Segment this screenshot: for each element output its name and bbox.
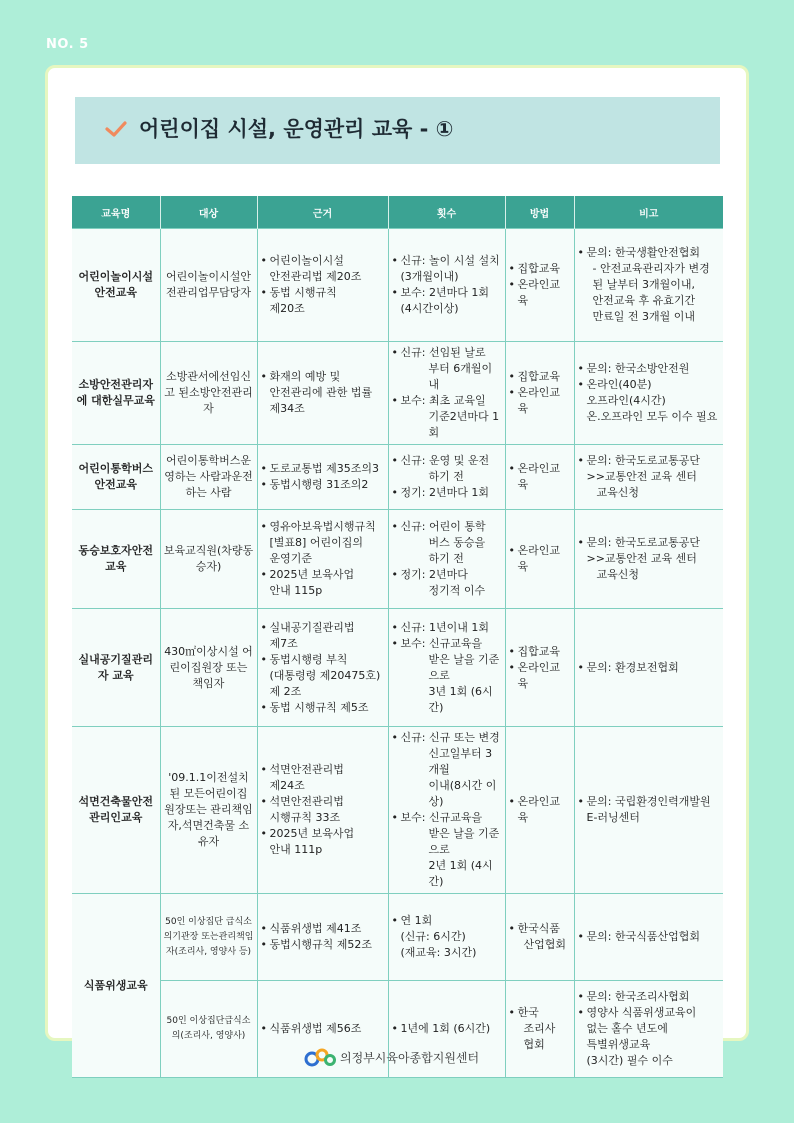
note-line: 만료일 전 3개월 이내 — [592, 310, 695, 323]
education-table — [72, 196, 723, 1078]
target-line: 소방관서에 — [165, 370, 220, 383]
freq-line: • 연 1회 — [400, 914, 433, 927]
method-item — [509, 660, 571, 692]
method-line: • 온라인교육 — [517, 278, 561, 307]
freq-line: • 신규: 신규 또는 변경 — [400, 731, 500, 744]
freq-line: • 1년에 1회 (6시간) — [400, 1022, 491, 1035]
basis-line: 제 2조 — [269, 684, 302, 698]
method-cell — [505, 609, 574, 727]
target-line: 석면건축물 소유자 — [181, 819, 250, 848]
method-line: • 온라인교육 — [517, 660, 561, 690]
note-line: • 문의: 한국도로교통공단 — [586, 536, 700, 549]
freq-line: • 신규: 1년이내 1회 — [400, 620, 489, 634]
note-line: 오프라인(4시간) — [586, 394, 666, 407]
table-row — [72, 727, 723, 894]
note-item — [578, 1005, 721, 1069]
note-line: • 문의: 국립환경인력개발원 — [586, 795, 711, 808]
target-line: 설치된 모든 — [169, 771, 249, 800]
target-line: 놀이시설 — [197, 270, 241, 283]
freq-line: • 보수: 신규교육을 — [400, 811, 483, 824]
freq-item — [392, 453, 502, 485]
note-line: 된 날부터 3개월이내, — [592, 278, 695, 291]
note-cell — [574, 727, 723, 894]
note-cell — [574, 445, 723, 510]
note-line: (3시간) 필수 이수 — [586, 1054, 673, 1067]
method-cell — [505, 342, 574, 445]
basis-line: • 2025년 보육사업 — [269, 568, 355, 581]
note-line: >>교통안전 교육 센터 — [586, 470, 697, 483]
course-name-line: 실내공기질 — [78, 652, 132, 666]
note-item — [578, 660, 721, 676]
note-cell — [574, 229, 723, 342]
target-line: (조리사, 영양사 등) — [174, 946, 252, 957]
freq-line: (4시간이상) — [400, 302, 459, 315]
table-row — [72, 445, 723, 510]
course-name-cell — [72, 894, 160, 1078]
header-cell: 비고 — [574, 196, 723, 229]
course-name-line: 관리자 교육 — [97, 652, 153, 682]
basis-item — [261, 762, 385, 794]
table-row — [72, 894, 723, 981]
basis-line: 안내 111p — [269, 843, 323, 856]
course-name-line: 안전교육 — [94, 478, 137, 491]
note-cell — [574, 609, 723, 727]
header-cell: 방법 — [505, 196, 574, 229]
target-cell — [160, 510, 257, 609]
note-line: • 문의: 한국생활안전협회 — [586, 246, 700, 259]
target-line: 어린이집 원장 — [164, 787, 248, 816]
method-cell — [505, 510, 574, 609]
freq-cell — [388, 727, 505, 894]
method-item — [509, 644, 571, 660]
center-logo-icon — [303, 1046, 337, 1068]
basis-line: • 석면안전관리법 — [269, 763, 344, 776]
basis-item — [261, 567, 385, 599]
freq-line: • 신규: 놀이 시설 설치 — [400, 254, 500, 267]
basis-cell — [257, 727, 388, 894]
target-line: 원장 또는 책임자 — [192, 660, 248, 690]
method-line: 협회 — [523, 1038, 545, 1051]
basis-line: 운영기준 — [269, 552, 313, 565]
basis-line: • 식품위생법 제41조 — [269, 922, 362, 935]
method-line: • 한국 — [517, 1006, 539, 1019]
freq-line: 하기 전 — [428, 470, 464, 483]
basis-line: 안내 115p — [269, 584, 323, 597]
freq-item — [392, 485, 502, 501]
freq-line: 신고일부터 3개월 — [428, 747, 493, 776]
basis-line: • 영유아보육법시행규칙 — [269, 520, 376, 533]
course-name-cell — [72, 342, 160, 445]
method-cell — [505, 727, 574, 894]
basis-item — [261, 461, 385, 477]
basis-item — [261, 369, 385, 417]
course-name-line: 통학버스 — [110, 462, 153, 475]
header-cell: 교육명 — [72, 196, 160, 229]
basis-cell — [257, 894, 388, 981]
freq-item — [392, 285, 502, 317]
note-item — [578, 989, 721, 1005]
course-name-line: 어린이 — [78, 270, 111, 283]
target-line: 기관장 또는 — [172, 931, 219, 942]
note-line: 온.오프라인 모두 이수 필요 — [586, 410, 718, 423]
table-row — [72, 510, 723, 609]
basis-cell — [257, 342, 388, 445]
freq-line: 받은 날을 기준으로 — [428, 652, 500, 682]
basis-line: • 동법시행규칙 제52조 — [269, 938, 373, 951]
course-name-line: 안전관리인 — [89, 795, 153, 824]
note-line: E-러닝센터 — [586, 811, 640, 824]
note-line: 없는 홀수 년도에 — [586, 1022, 668, 1035]
basis-item — [261, 652, 385, 700]
target-line: (조리사, 영양사) — [180, 1031, 246, 1041]
freq-cell — [388, 609, 505, 727]
method-item — [509, 794, 571, 826]
freq-item — [392, 345, 502, 393]
basis-item — [261, 1021, 385, 1037]
method-line: • 집합교육 — [517, 644, 561, 658]
freq-line: • 정기: 2년마다 — [400, 568, 468, 581]
freq-line: (재교육: 3시간) — [400, 946, 477, 959]
freq-item — [392, 253, 502, 285]
table-row — [72, 342, 723, 445]
target-line: 보육교직원 — [163, 544, 217, 557]
basis-cell — [257, 510, 388, 609]
method-item — [509, 369, 571, 385]
course-name-line: 관리자에 대한 — [76, 378, 153, 407]
freq-cell — [388, 510, 505, 609]
target-line: 소방안전관리자 — [188, 386, 253, 415]
target-line: 50인 이상 — [165, 916, 206, 927]
basis-item — [261, 700, 385, 716]
basis-line: • 식품위생법 제56조 — [269, 1022, 362, 1035]
basis-item — [261, 826, 385, 858]
page-number: NO. 5 — [46, 37, 89, 52]
target-cell — [160, 229, 257, 342]
course-name-line: 석면건축물 — [78, 795, 132, 808]
method-cell — [505, 229, 574, 342]
basis-line: [별표8] 어린이집의 — [269, 536, 363, 549]
freq-cell — [388, 229, 505, 342]
note-item — [578, 361, 721, 377]
basis-item — [261, 477, 385, 493]
method-cell — [505, 981, 574, 1078]
note-item — [578, 929, 721, 945]
freq-line: 이내(8시간 이상) — [428, 779, 497, 808]
target-line: 담당자 — [219, 286, 252, 299]
header-cell: 횟수 — [388, 196, 505, 229]
freq-item — [392, 636, 502, 716]
method-line: 산업협회 — [523, 938, 567, 951]
note-item — [578, 377, 721, 425]
target-line: 430㎡이상 — [164, 644, 218, 658]
freq-line: 3년 1회 (6시간) — [428, 684, 493, 714]
basis-line: (대통령령 제20475호) — [269, 668, 381, 682]
target-line: 관리책임자 — [165, 931, 254, 957]
freq-line: 정기적 이수 — [428, 584, 486, 597]
note-item — [578, 535, 721, 583]
basis-item — [261, 794, 385, 826]
basis-line: • 동법시행령 31조의2 — [269, 478, 369, 491]
method-item — [509, 261, 571, 277]
basis-line: • 동법 시행규칙 — [269, 286, 337, 299]
target-line: '09.1.1이전 — [168, 771, 228, 784]
course-name-line: 놀이시설 — [110, 270, 153, 283]
basis-item — [261, 937, 385, 953]
freq-item — [392, 567, 502, 599]
basis-line: • 화재의 예방 및 — [269, 370, 341, 383]
freq-item — [392, 620, 502, 636]
header-cell: 대상 — [160, 196, 257, 229]
course-name-cell — [72, 229, 160, 342]
basis-line: • 동법 시행규칙 제5조 — [269, 700, 369, 714]
note-cell — [574, 981, 723, 1078]
basis-line: 시행규칙 33조 — [269, 811, 341, 824]
target-cell — [160, 727, 257, 894]
basis-cell — [257, 229, 388, 342]
course-name-line: 식품위생교육 — [83, 978, 148, 992]
course-name-cell — [72, 445, 160, 510]
course-name-line: 안전교육 — [105, 544, 153, 573]
target-line: 선임신고 된 — [164, 370, 252, 399]
note-line: 안전교육 후 유효기간 — [592, 294, 696, 307]
method-cell — [505, 894, 574, 981]
basis-line: 제24조 — [269, 779, 305, 792]
basis-line: • 어린이놀이시설 — [269, 254, 344, 267]
method-line: • 한국식품 — [517, 922, 561, 935]
freq-line: • 신규: 선임된 날로 — [400, 346, 486, 359]
method-item — [509, 461, 571, 493]
freq-line: 하기 전 — [428, 552, 464, 565]
basis-line: • 동법시행령 부칙 — [269, 652, 348, 666]
note-line: - 안전교육관리자가 변경 — [592, 262, 710, 275]
method-item — [509, 385, 571, 417]
freq-line: (3개월이내) — [400, 270, 459, 283]
freq-item — [392, 810, 502, 890]
course-name-cell — [72, 510, 160, 609]
basis-line: 제34조 — [269, 402, 305, 415]
course-name-line: 동승보호자 — [78, 544, 132, 557]
basis-item — [261, 620, 385, 652]
method-item — [509, 543, 571, 575]
note-line: • 문의: 한국소방안전원 — [586, 362, 690, 375]
freq-cell — [388, 445, 505, 510]
method-item — [509, 277, 571, 309]
note-line: 특별위생교육 — [586, 1038, 651, 1051]
freq-line: 버스 동승을 — [428, 536, 486, 549]
freq-item — [392, 393, 502, 441]
method-line: • 온라인교육 — [517, 462, 561, 491]
note-item — [578, 794, 721, 826]
target-cell — [160, 894, 257, 981]
target-line: 운전하는 사람 — [185, 470, 253, 499]
note-line: • 문의: 환경보전협회 — [586, 660, 679, 674]
target-line: 50인 이상 — [166, 1016, 207, 1026]
note-line: 교육신청 — [596, 568, 640, 581]
method-item — [509, 1005, 571, 1053]
basis-item — [261, 285, 385, 317]
table-row — [72, 229, 723, 342]
freq-line: 부터 6개월이내 — [428, 362, 493, 391]
freq-line: 기준2년마다 1회 — [428, 410, 500, 439]
note-line: • 온라인(40분) — [586, 378, 652, 391]
course-name-line: 실무교육 — [112, 394, 155, 407]
note-item — [578, 453, 721, 501]
note-line: • 영양사 식품위생교육이 — [586, 1006, 697, 1019]
method-line: • 온라인교육 — [517, 386, 561, 415]
note-line: • 문의: 한국식품산업협회 — [586, 930, 700, 943]
note-cell — [574, 342, 723, 445]
check-icon — [104, 119, 128, 139]
basis-line: • 도로교통법 제35조의3 — [269, 462, 379, 475]
basis-cell — [257, 445, 388, 510]
method-line: • 집합교육 — [517, 370, 561, 383]
course-name-line: 안전교육 — [94, 286, 137, 299]
basis-line: • 2025년 보육사업 — [269, 827, 355, 840]
freq-item — [392, 913, 502, 961]
method-line: • 온라인교육 — [517, 544, 561, 573]
title-bar — [75, 97, 720, 164]
table-header-row — [72, 196, 723, 229]
basis-item — [261, 519, 385, 567]
table-row — [72, 609, 723, 727]
basis-cell — [257, 609, 388, 727]
basis-line: 제20조 — [269, 302, 305, 315]
target-line: 집단 급식소의 — [163, 916, 252, 942]
target-line: 시설 어린이집 — [169, 644, 253, 674]
freq-line: • 보수: 신규교육을 — [400, 636, 483, 650]
header-cell: 근거 — [257, 196, 388, 229]
method-line: 조리사 — [523, 1022, 556, 1035]
target-cell — [160, 445, 257, 510]
basis-item — [261, 921, 385, 937]
method-line: • 집합교육 — [517, 262, 561, 275]
target-line: 또는 관리책임자, — [167, 803, 253, 832]
course-name-cell — [72, 727, 160, 894]
freq-item — [392, 519, 502, 567]
note-cell — [574, 894, 723, 981]
freq-cell — [388, 894, 505, 981]
note-line: • 문의: 한국조리사협회 — [586, 990, 690, 1003]
target-line: 안전관리업무 — [165, 270, 252, 299]
basis-item — [261, 253, 385, 285]
method-cell — [505, 445, 574, 510]
course-name-line: 어린이 — [78, 462, 111, 475]
footer — [303, 1046, 479, 1068]
freq-cell — [388, 342, 505, 445]
note-item — [578, 245, 721, 325]
freq-line: 2년 1회 (4시간) — [428, 859, 493, 888]
page-title: 어린이집 시설, 운영관리 교육 - ① — [139, 117, 454, 141]
method-line: • 온라인교육 — [517, 795, 561, 824]
course-name-line: 소방안전 — [78, 378, 122, 391]
target-line: 운영하는 사람과 — [164, 454, 252, 483]
freq-line: • 신규: 어린이 통학 — [400, 520, 486, 533]
freq-line: • 정기: 2년마다 1회 — [400, 486, 489, 499]
target-line: 어린이통학버스 — [165, 454, 241, 467]
note-line: • 문의: 한국도로교통공단 — [586, 454, 700, 467]
target-cell — [160, 342, 257, 445]
method-item — [509, 921, 571, 953]
freq-line: • 신규: 운영 및 운전 — [400, 454, 490, 467]
freq-line: • 보수: 2년마다 1회 — [400, 286, 489, 299]
target-cell — [160, 981, 257, 1078]
basis-line: • 실내공기질관리법 — [269, 620, 355, 634]
footer-org-name: 의정부시육아종합지원센터 — [340, 1050, 480, 1065]
note-cell — [574, 510, 723, 609]
course-name-line: 교육 — [121, 811, 143, 824]
note-line: >>교통안전 교육 센터 — [586, 552, 697, 565]
target-line: (차량동승자) — [195, 544, 254, 573]
freq-line: • 보수: 최초 교육일 — [400, 394, 486, 407]
basis-line: 안전관리법 제20조 — [269, 270, 362, 283]
target-line: 어린이 — [165, 270, 198, 283]
freq-line: 받은 날을 기준으로 — [428, 827, 500, 856]
target-line: 집단급식소의 — [171, 1016, 251, 1041]
target-cell — [160, 609, 257, 727]
note-line: 교육신청 — [596, 486, 640, 499]
freq-item — [392, 1021, 502, 1037]
course-name-cell — [72, 609, 160, 727]
freq-line: (신규: 6시간) — [400, 930, 466, 943]
basis-line: • 석면안전관리법 — [269, 795, 344, 808]
basis-line: 제7조 — [269, 636, 298, 650]
basis-line: 안전관리에 관한 법률 — [269, 386, 373, 399]
freq-item — [392, 730, 502, 810]
